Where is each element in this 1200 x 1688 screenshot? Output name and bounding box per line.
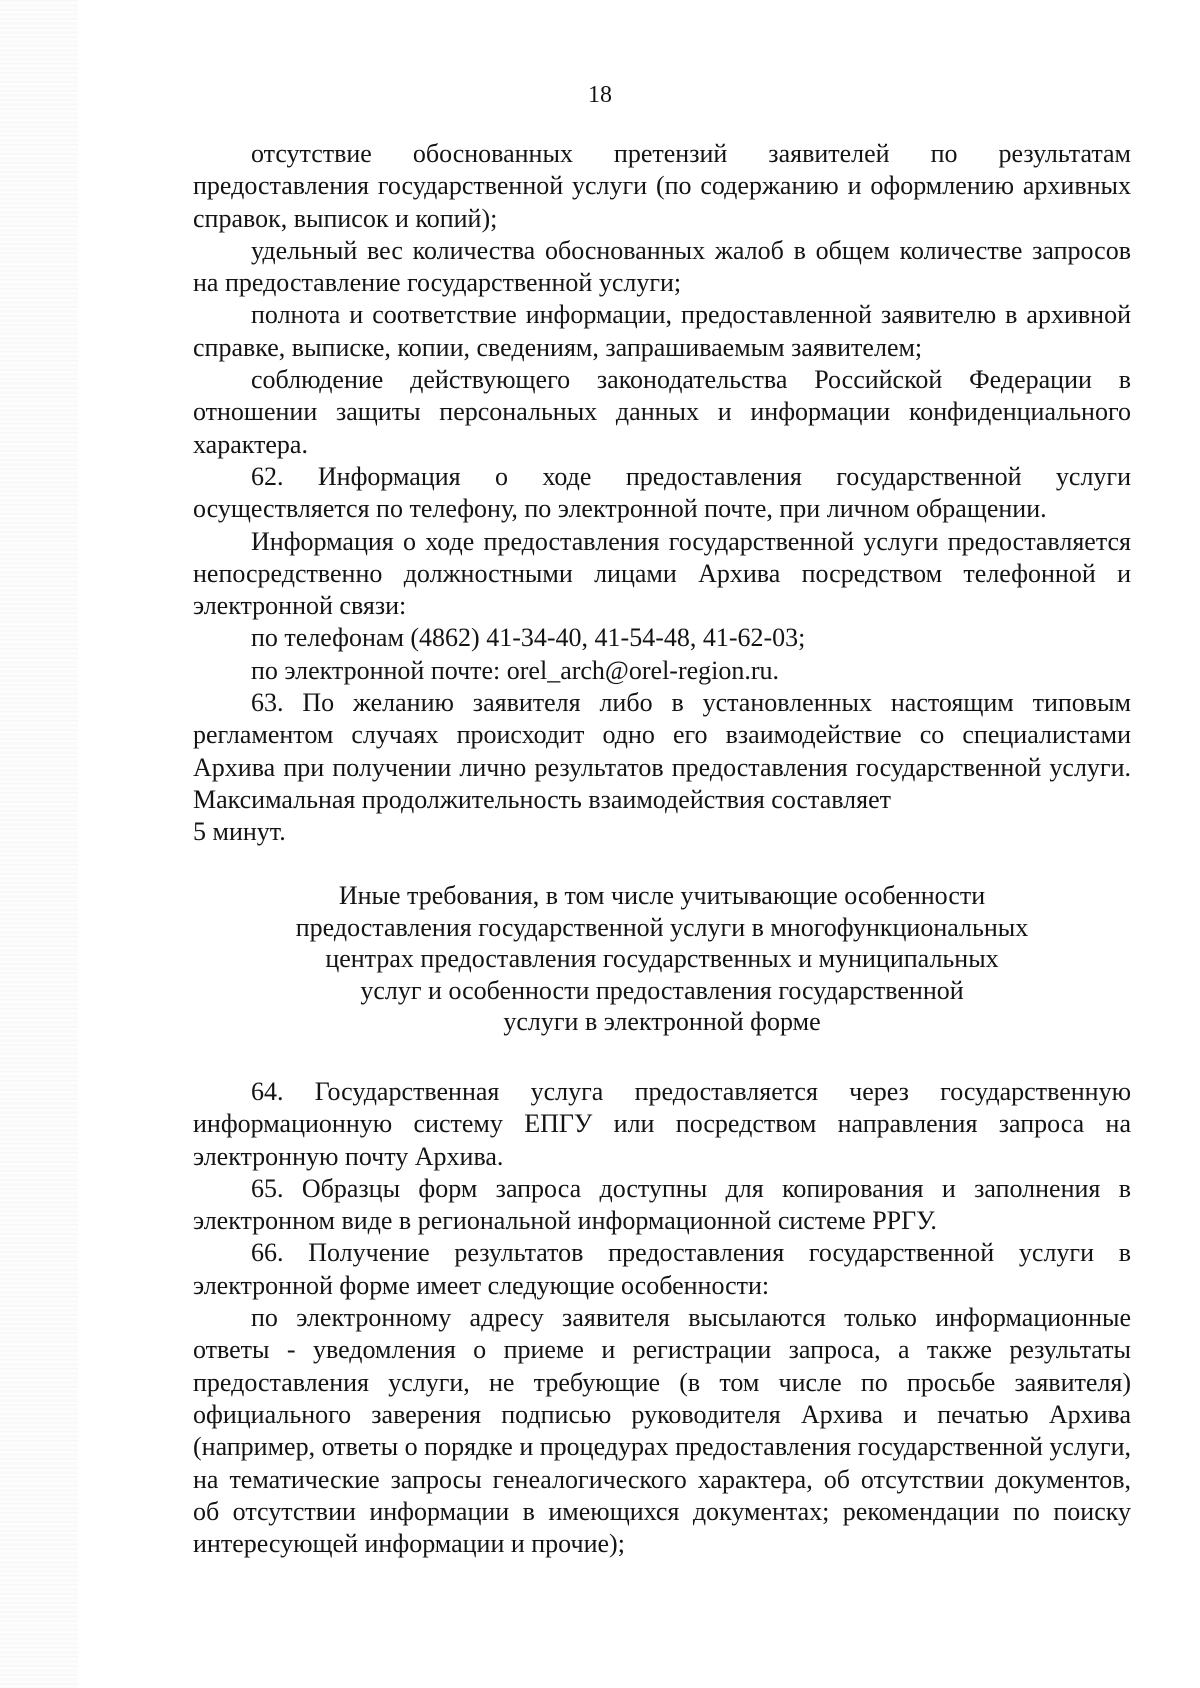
paragraph-64: 64. Государственная услуга предоставляется через государственную информационную систему ЕПГУ или посредством направления запроса на электронную почту Архива.: [193, 1077, 1131, 1171]
section-heading-line: предоставления государственной услуги в многофункциональных: [295, 912, 1029, 942]
section-heading-line: услуг и особенности предоставления государственной: [360, 975, 964, 1005]
paragraph: полнота и соответствие информации, предоставленной заявителю в архивной справке, выписке, копии, сведениям, запрашиваемым заявителем;: [193, 300, 1131, 362]
paragraph: отсутствие обоснованных претензий заявителей по результатам предоставления государственной услуги (по содержанию и оформлению архивных справок, выписок и копий);: [193, 139, 1131, 233]
section-heading-line: центрах предоставления государственных и муниципальных: [325, 944, 999, 973]
paragraph-63: 63. По желанию заявителя либо в установленных настоящим типовым регламентом случаях происходит одно его взаимодействие со специалистами Архива при получении лично результатов предоставления государственной услуги. Максимальная продолжительность взаимодействия составляет: [193, 688, 1131, 814]
paragraph: по электронному адресу заявителя высылаются только информационные ответы - уведомления о приеме и регистрации запроса, а также результаты предоставления услуги, не требующие (в том числе по просьбе заявителя) официального заверения подписью руководителя Архива и печатью Архива (например, ответы о порядке и процедурах предоставления государственной услуги, на тематические запросы генеалогического характера, об отсутствии документов, об отсутствии информации в имеющихся документах; рекомендации по поиску интересующей информации и прочие);: [193, 1303, 1131, 1559]
paragraph: удельный вес количества обоснованных жалоб в общем количестве запросов на предоставление государственной услуги;: [193, 235, 1131, 298]
body-text-bottom: [193, 1076, 1131, 1560]
paragraph-63-end: 5 минут.: [193, 817, 286, 847]
paragraph: соблюдение действующего законодательства Российской Федерации в отношении защиты персональных данных и информации конфиденциального характера.: [193, 365, 1131, 459]
phone-list-item: по телефонам (4862) 41-34-40, 41-54-48, 41-62-03;: [251, 623, 806, 653]
page-number: 18: [588, 82, 612, 108]
paragraph-65: 65. Образцы форм запроса доступны для копирования и заполнения в электронном виде в региональной информационной системе РРГУ.: [193, 1173, 1131, 1236]
section-heading: [193, 880, 1131, 1038]
scan-edge-noise: [0, 0, 78, 1688]
paragraph-62: 62. Информация о ходе предоставления государственной услуги осуществляется по телефону, по электронной почте, при личном обращении.: [193, 461, 1131, 524]
paragraph: Информация о ходе предоставления государственной услуги предоставляется непосредственно должностными лицами Архива посредством телефонной и электронной связи:: [193, 526, 1131, 621]
section-heading-line: Иные требования, в том числе учитывающие особенности: [338, 881, 986, 910]
paragraph-66: 66. Получение результатов предоставления государственной услуги в электронной форме имеет следующие особенности:: [193, 1238, 1131, 1300]
email-list-item: по электронной почте: orel_arch@orel-region.ru.: [251, 655, 780, 685]
body-text-top: [193, 138, 1131, 849]
section-heading-line: услуги в электронной форме: [503, 1007, 821, 1036]
